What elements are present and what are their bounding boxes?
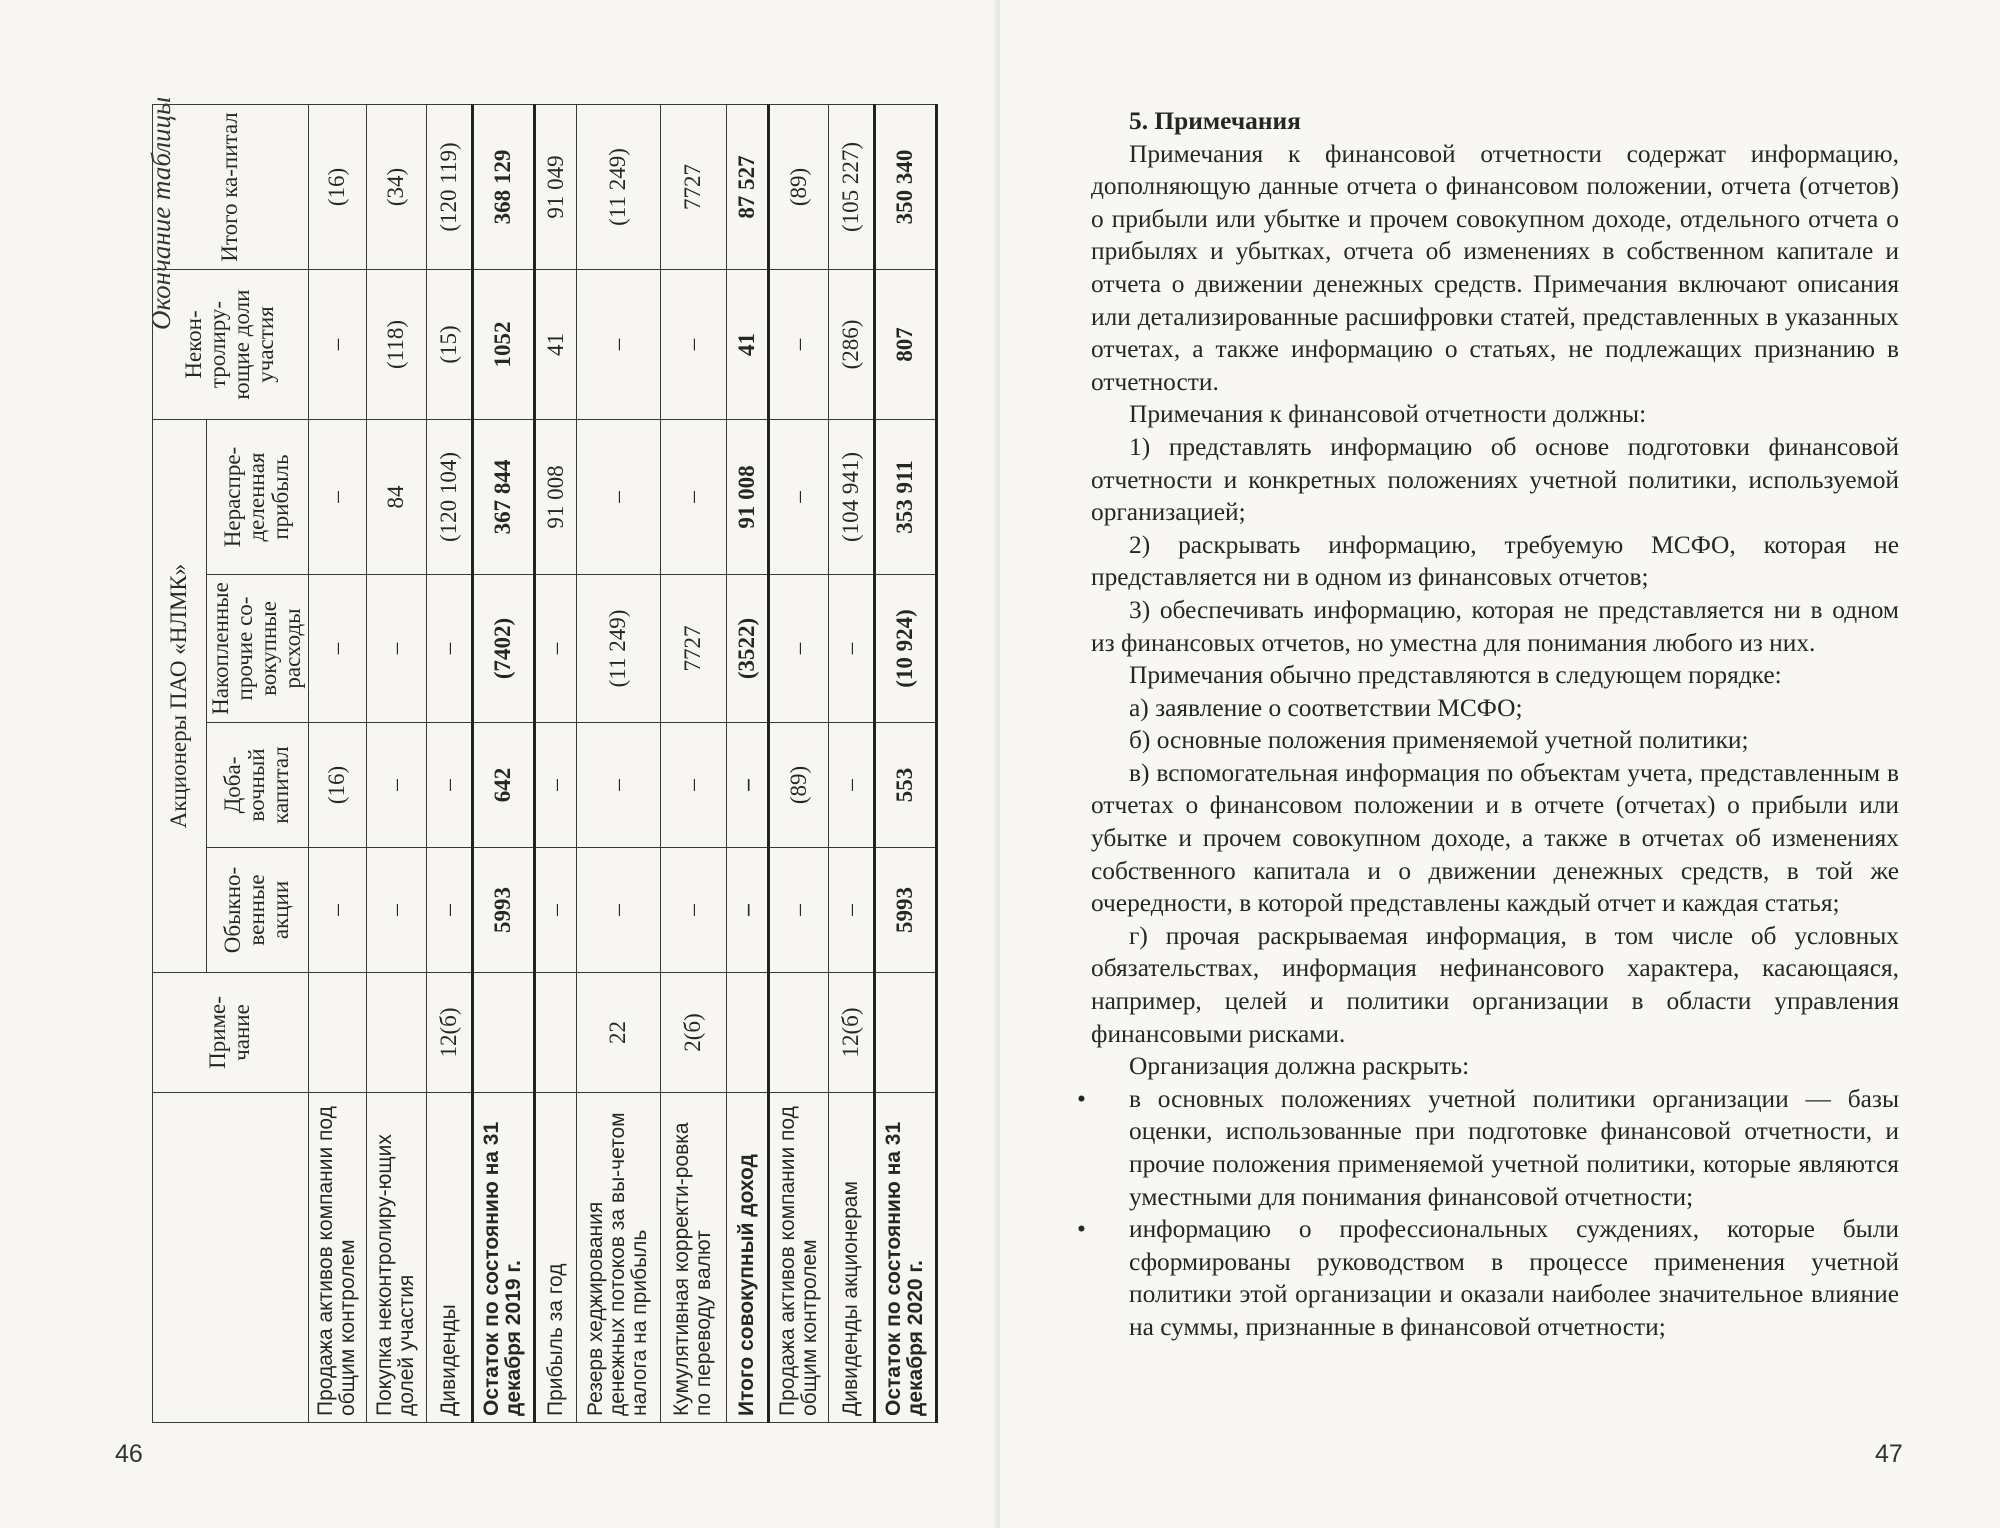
row-label: Дивиденды акционерам [828,1093,874,1423]
paragraph: Примечания к финансовой отчетности содержат информацию, дополняющую данные отчета о финансовом положении, отчета (отчетов) о прибыли или убытке и прочем совокупном доходе, отдельного отчета о прибылях и убытках, отчета об изменениях в собственном капитале и отчета о движении денежных средств. Примечания включают описания или детализированные расшифровки статей, представленных в указанных отчетах, а также информацию о статьях, не подлежащих признанию в отчетности. [1091,139,1899,396]
cell-retained: 367 844 [472,420,534,575]
bullet-item [1077,1213,1899,1343]
table-row [534,105,576,1423]
cell-oci: (7402) [472,575,534,723]
list-item: 3) обеспечивать информацию, которая не представляется ни в одном из финансовых отчетов, но уместна для понимания любого из них. [1091,595,1899,657]
cell-retained: (120 104) [426,420,472,575]
cell-retained: 91 008 [726,420,768,575]
cell-note: 22 [576,973,660,1093]
equity-table-rotated [152,105,934,1423]
list-item: 2) раскрывать информацию, требуемую МСФО, которая не представляется ни в одном из финансовых отчетов; [1091,530,1899,592]
section-heading: 5. Примечания [1129,107,1301,135]
row-label: Кумулятивная корректи-ровка по переводу валют [660,1093,726,1423]
cell-ordinary: – [426,848,472,973]
row-label: Остаток по состоянию на 31 декабря 2020 г. [874,1093,936,1423]
cell-additional: (16) [308,723,366,848]
cell-total: (120 119) [426,105,472,270]
header-label-cell [153,1093,309,1423]
cell-retained: 91 008 [534,420,576,575]
cell-total: (16) [308,105,366,270]
bullet-text: в основных положениях учетной политики организации — базы оценки, использованные при подготовке финансовой отчетности, и прочие положения применяемой учетной политики, которые являются уместными для понимания финансовой отчетности; [1129,1084,1899,1211]
cell-nci: 41 [534,270,576,420]
cell-note: 12(б) [426,973,472,1093]
header-nci: Некон-тролиру-ющие доли участия [153,270,309,420]
cell-total: (34) [366,105,426,270]
cell-note [472,973,534,1093]
cell-additional: – [534,723,576,848]
bullet-text: информацию о профессиональных суждениях, которые были сформированы руководством в процессе применения учетной политики этой организации и оказали наиболее значительное влияние на суммы, признанные в финансовой отчетности; [1129,1215,1899,1341]
cell-additional: – [726,723,768,848]
row-label: Остаток по состоянию на 31 декабря 2019 г. [472,1093,534,1423]
header-oci: Накопленные прочие со-вокупные расходы [207,575,309,723]
cell-total: (11 249) [576,105,660,270]
cell-note [366,973,426,1093]
cell-additional: – [660,723,726,848]
cell-oci: – [534,575,576,723]
header-group: Акционеры ПАО «НЛМК» [153,420,207,973]
row-label: Покупка неконтролиру-ющих долей участия [366,1093,426,1423]
list-item: а) заявление о соответствии МСФО; [1129,693,1523,722]
header-ordinary: Обыкно-венные акции [207,848,309,973]
row-label: Продажа активов компании под общим контролем [308,1093,366,1423]
list-item: в) вспомогательная информация по объектам учета, представленным в отчетах о финансовом положении и в отчете (отчетах) о прибыли или убытке и прочем совокупном доходе, а также в отчетах об изменениях собственного капитала и о движении денежных средств, в той же очередности, в которой представлены каждый отчет и каждая статья; [1091,758,1899,918]
cell-oci: (3522) [726,575,768,723]
table-row [828,105,874,1423]
cell-total: (105 227) [828,105,874,270]
bullet-icon: • [1077,1084,1086,1113]
cell-note [534,973,576,1093]
cell-ordinary: – [576,848,660,973]
table-row [308,105,366,1423]
table-row [874,105,936,1423]
cell-ordinary: – [726,848,768,973]
table-row [726,105,768,1423]
cell-additional: – [576,723,660,848]
cell-retained: 84 [366,420,426,575]
row-label: Итого совокупный доход [726,1093,768,1423]
cell-additional: – [828,723,874,848]
table-row [660,105,726,1423]
cell-oci: – [828,575,874,723]
table-row [366,105,426,1423]
running-head-text: Окончание таблицы [146,96,176,330]
cell-ordinary: 5993 [874,848,936,973]
cell-nci: – [576,270,660,420]
cell-ordinary: – [660,848,726,973]
cell-oci: (10 924) [874,575,936,723]
cell-retained: – [768,420,828,575]
cell-note: 2(б) [660,973,726,1093]
table-row [576,105,660,1423]
header-total: Итого ка-питал [153,105,309,270]
cell-retained: – [308,420,366,575]
row-label: Резерв хеджирования денежных потоков за вы-четом налога на прибыль [576,1093,660,1423]
cell-nci: 41 [726,270,768,420]
equity-table [152,104,938,1423]
cell-ordinary: – [534,848,576,973]
cell-additional: – [426,723,472,848]
cell-nci: (118) [366,270,426,420]
paragraph: Организация должна раскрыть: [1129,1052,1470,1081]
paragraph: Примечания обычно представляются в следующем порядке: [1129,661,1782,690]
cell-note [874,973,936,1093]
notes-section [1077,105,1899,1344]
cell-note [726,973,768,1093]
table-row [426,105,472,1423]
cell-retained: – [660,420,726,575]
list-item: 1) представлять информацию об основе подготовки финансовой отчетности и конкретных положениях учетной политики, используемой организацией; [1091,432,1899,527]
cell-note [768,973,828,1093]
cell-oci: – [308,575,366,723]
table-row [472,105,534,1423]
bullet-item [1077,1083,1899,1213]
cell-ordinary: – [828,848,874,973]
cell-nci: (286) [828,270,874,420]
cell-nci: – [308,270,366,420]
page-number-right: 47 [1875,1440,1903,1468]
cell-nci: 1052 [472,270,534,420]
cell-ordinary: – [308,848,366,973]
cell-total: 350 340 [874,105,936,270]
cell-oci: 7727 [660,575,726,723]
cell-nci: – [768,270,828,420]
cell-additional: – [366,723,426,848]
header-additional: Доба-вочный капитал [207,723,309,848]
cell-oci: – [366,575,426,723]
cell-ordinary: – [366,848,426,973]
cell-note [308,973,366,1093]
paragraph: Примечания к финансовой отчетности должны: [1129,400,1647,429]
cell-total: (89) [768,105,828,270]
cell-total: 91 049 [534,105,576,270]
cell-retained: 353 911 [874,420,936,575]
page-number-left: 46 [115,1440,143,1468]
cell-note: 12(б) [828,973,874,1093]
cell-nci: – [660,270,726,420]
cell-ordinary: 5993 [472,848,534,973]
header-retained: Нераспре-деленная прибыль [207,420,309,575]
list-item: б) основные положения применяемой учетной политики; [1129,726,1749,755]
header-note: Приме-чание [153,973,309,1093]
cell-total: 7727 [660,105,726,270]
cell-nci: 807 [874,270,936,420]
bullet-icon: • [1077,1215,1086,1244]
row-label: Прибыль за год [534,1093,576,1423]
row-label: Дивиденды [426,1093,472,1423]
cell-oci: – [426,575,472,723]
cell-total: 368 129 [472,105,534,270]
row-label: Продажа активов компании под общим контролем [768,1093,828,1423]
cell-additional: 642 [472,723,534,848]
cell-additional: 553 [874,723,936,848]
cell-total: 87 527 [726,105,768,270]
cell-additional: (89) [768,723,828,848]
table-row [768,105,828,1423]
cell-retained: – [576,420,660,575]
cell-oci: (11 249) [576,575,660,723]
cell-ordinary: – [768,848,828,973]
cell-nci: (15) [426,270,472,420]
cell-oci: – [768,575,828,723]
cell-retained: (104 941) [828,420,874,575]
list-item: г) прочая раскрываемая информация, в том числе об условных обязательствах, информация нефинансового характера, касающаяся, например, целей и политики организации в области управления финансовыми рисками. [1091,921,1899,1048]
